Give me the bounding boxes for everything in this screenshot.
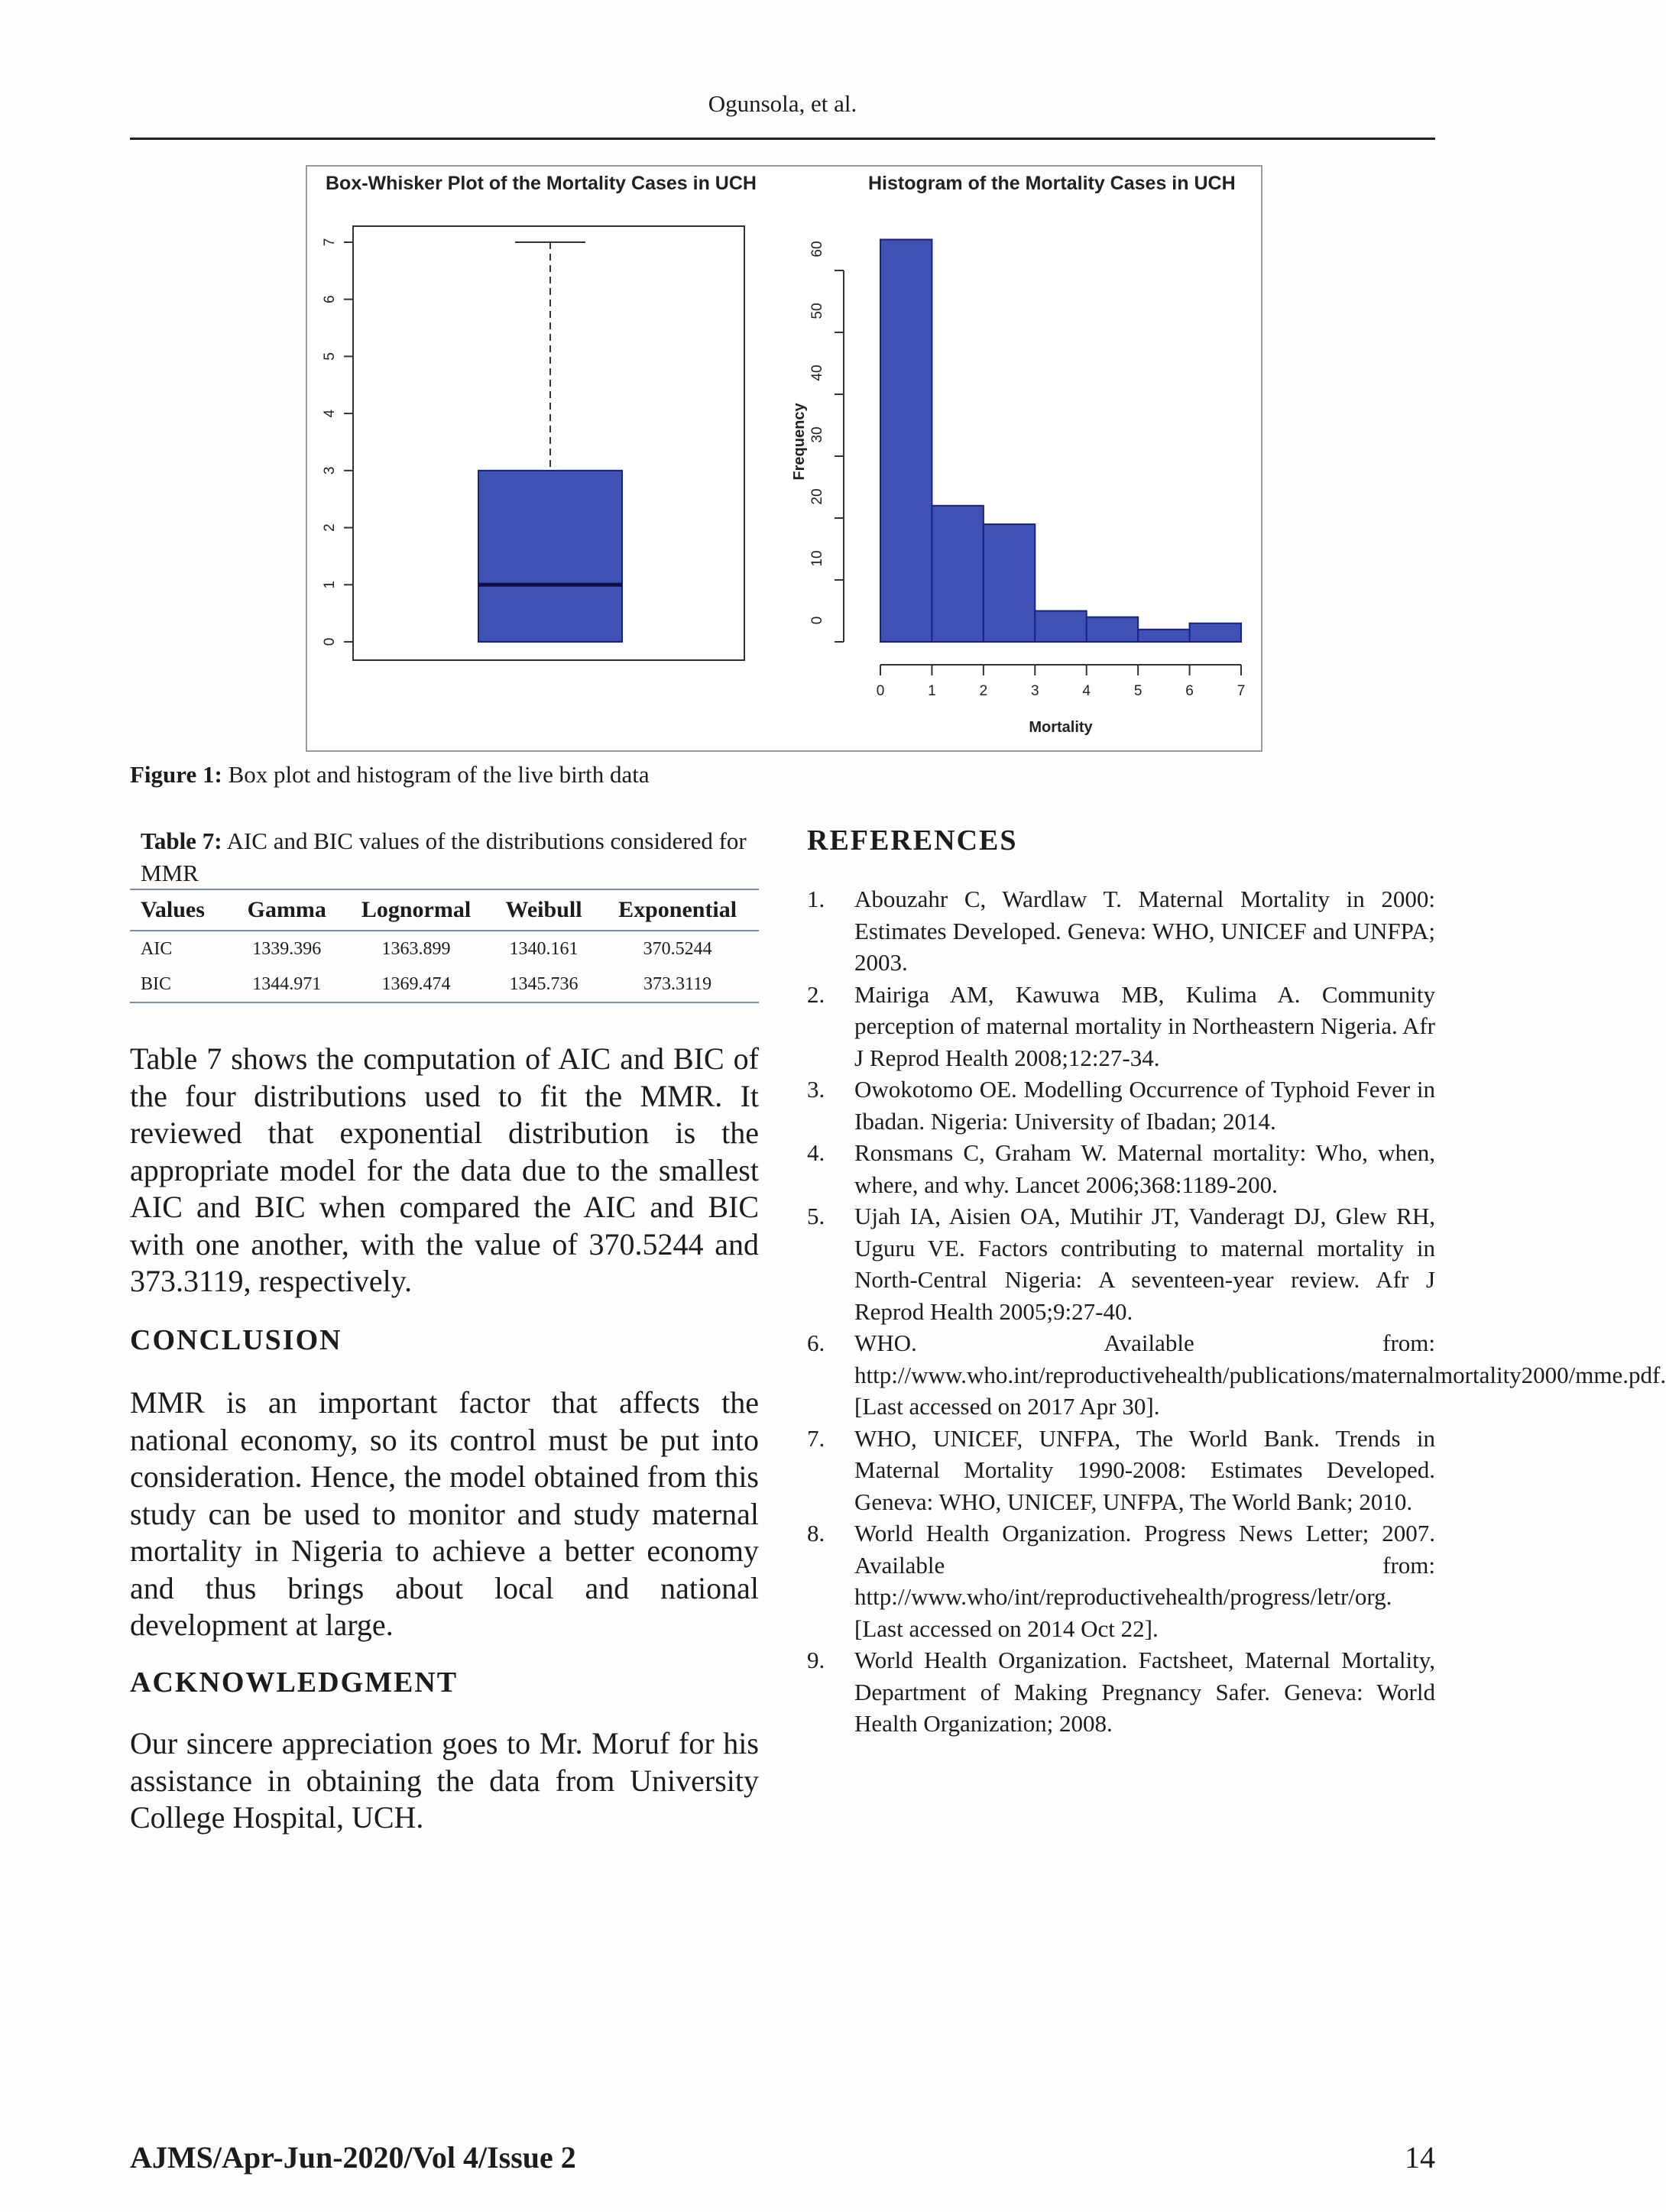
footer-journal: AJMS/Apr-Jun-2020/Vol 4/Issue 2 [130, 2140, 576, 2175]
histogram-bar [1138, 630, 1189, 642]
histogram-bar [932, 506, 983, 642]
reference-text: Mairiga AM, Kawuwa MB, Kulima A. Community perception of maternal mortality in Northeastern Nigeria. Afr J Reprod Health 2008;12:27-34. [854, 980, 1435, 1071]
table-7-caption-text: AIC and BIC values of the distributions considered for MMR [141, 827, 747, 886]
hist-y-tick-label: 30 [809, 426, 826, 443]
reference-item [807, 979, 1435, 1074]
histogram-bar [1087, 617, 1138, 642]
reference-text: WHO, UNICEF, UNFPA, The World Bank. Trends in Maternal Mortality 1990-2008: Estimates Developed. Geneva: WHO, UNICEF, UNFPA, The World Bank; 2010. [854, 1424, 1435, 1515]
reference-item [807, 1327, 1666, 1423]
box-y-tick-label: 6 [322, 295, 339, 304]
table-header-values: Values [130, 889, 232, 931]
hist-y-tick-label: 50 [809, 303, 826, 319]
reference-number: 4. [807, 1139, 825, 1166]
table-cell: BIC [130, 967, 232, 1002]
hist-x-tick-label: 6 [1185, 683, 1194, 699]
box-y-tick-label: 1 [322, 580, 339, 589]
hist-y-tick-label: 40 [809, 364, 826, 381]
reference-text: Ujah IA, Aisien OA, Mutihir JT, Vanderagt DJ, Glew RH, Uguru VE. Factors contributing to maternal mortality in North-Central Nigeria: A seventeen-year review. Afr J Reprod Health 2005;9:27-40. [854, 1203, 1435, 1325]
hist-x-tick-label: 0 [876, 683, 885, 699]
histogram-bar [1035, 611, 1086, 643]
header-rule [130, 138, 1435, 140]
hist-x-tick-label: 2 [979, 683, 988, 699]
hist-x-axis-label: Mortality [1029, 719, 1093, 736]
reference-item [807, 1644, 1435, 1740]
table-cell: 1339.396 [252, 938, 322, 959]
table-header-weibull: Weibull [491, 889, 596, 931]
reference-item [807, 883, 1435, 979]
reference-item [807, 1074, 1435, 1137]
hist-y-tick-label: 60 [809, 241, 826, 257]
table-7-caption [141, 825, 752, 889]
reference-text: WHO. Available from: http://www.who.int/reproductivehealth/publications/maternalmortality2000/mme.pdf. [Last accessed on 2017 Apr 30]. [854, 1329, 1666, 1420]
table-7-caption-label: Table 7: [141, 827, 222, 854]
histogram-title: Histogram of the Mortality Cases in UCH [868, 173, 1236, 194]
table-cell: 1340.161 [509, 938, 579, 959]
reference-text: World Health Organization. Progress News Letter; 2007. Available from: http://www.who/int/reproductivehealth/progress/letr/org. [Last accessed on 2014 Oct 22]. [854, 1520, 1435, 1642]
table-cell: 1344.971 [232, 967, 341, 1002]
reference-number: 7. [807, 1424, 825, 1452]
box-y-tick-label: 7 [322, 238, 339, 247]
reference-number: 9. [807, 1647, 825, 1673]
histogram-bar [984, 524, 1035, 642]
paragraph-text: MMR is an important factor that affects the national economy, so its control must be put into consideration. Hence, the model obtained from this study can be used to monitor and study maternal mortality in Nigeria to achieve a better economy and thus brings about local and national development at large. [130, 1385, 759, 1642]
acknowledgment-heading: ACKNOWLEDGMENT [130, 1666, 459, 1699]
paragraph-table-7-discussion [130, 1041, 759, 1300]
hist-x-tick-label: 5 [1133, 683, 1143, 699]
reference-number: 8. [807, 1520, 825, 1546]
table-cell: 1345.736 [491, 967, 596, 1002]
reference-number: 6. [807, 1329, 825, 1356]
box-y-tick-label: 5 [322, 352, 339, 361]
reference-text: Owokotomo OE. Modelling Occurrence of Typhoid Fever in Ibadan. Nigeria: University of Ibadan; 2014. [854, 1076, 1435, 1135]
references-heading: REFERENCES [807, 824, 1018, 857]
reference-number: 5. [807, 1203, 825, 1229]
hist-x-tick-label: 7 [1237, 683, 1246, 699]
hist-y-tick-label: 10 [809, 550, 826, 567]
table-header-lognormal: Lognormal [341, 889, 491, 931]
figure-1 [306, 165, 1262, 752]
reference-number: 1. [807, 886, 825, 912]
paragraph-text: Table 7 shows the computation of AIC and BIC of the four distributions used to fit the MMR. It reviewed that exponential distribution is the appropriate model for the data due to the smallest AIC and BIC when compared the AIC and BIC with one another, with the value of 370.5244 and 373.3119, respectively. [130, 1041, 759, 1298]
hist-x-tick-label: 4 [1082, 683, 1091, 699]
hist-x-tick-label: 3 [1030, 683, 1039, 699]
table-header-gamma: Gamma [232, 889, 341, 931]
reference-text: World Health Organization. Factsheet, Maternal Mortality, Department of Making Pregnancy Safer. Geneva: World Health Organization; 2008. [854, 1647, 1435, 1737]
table-cell: 373.3119 [596, 967, 759, 1002]
histogram-bar [880, 240, 932, 643]
reference-number: 3. [807, 1076, 825, 1103]
hist-y-tick-label: 0 [809, 616, 826, 625]
table-cell: 1363.899 [381, 938, 451, 959]
hist-y-axis-label: Frequency [791, 403, 808, 481]
box-y-tick-label: 0 [322, 637, 339, 646]
running-head: Ogunsola, et al. [708, 90, 857, 117]
reference-item [807, 1200, 1435, 1327]
reference-number: 2. [807, 980, 825, 1008]
hist-y-tick-label: 20 [809, 488, 826, 505]
histogram-bar [1190, 623, 1241, 642]
figure-1-charts [307, 167, 1261, 750]
table-row-bic [130, 967, 759, 1002]
references-list [807, 883, 1666, 1740]
reference-text: Ronsmans C, Graham W. Maternal mortality: Who, when, where, and why. Lancet 2006;368:1189-200. [854, 1139, 1435, 1198]
box-iqr-box [478, 471, 622, 642]
table-cell: 370.5244 [643, 938, 712, 959]
conclusion-heading: CONCLUSION [130, 1324, 342, 1356]
table-7 [130, 889, 759, 1003]
figure-caption-label: Figure 1: [130, 761, 222, 788]
box-y-tick-label: 3 [322, 466, 339, 475]
reference-item [807, 1137, 1435, 1200]
table-header-row [130, 889, 759, 931]
paragraph-acknowledgment [130, 1725, 759, 1837]
reference-text: Abouzahr C, Wardlaw T. Maternal Mortality in 2000: Estimates Developed. Geneva: WHO, UNICEF and UNFPA; 2003. [854, 886, 1435, 976]
reference-item [807, 1517, 1435, 1644]
box-y-tick-label: 4 [322, 409, 339, 418]
footer-page-number: 14 [1405, 2140, 1435, 2175]
table-header-exponential: Exponential [596, 889, 759, 931]
reference-item [807, 1423, 1435, 1518]
table-cell: 1369.474 [341, 967, 491, 1002]
figure-caption [130, 761, 650, 789]
box-plot-title: Box-Whisker Plot of the Mortality Cases in UCH [326, 173, 757, 194]
table-cell: AIC [141, 938, 173, 959]
box-y-tick-label: 2 [322, 523, 339, 532]
hist-x-tick-label: 1 [928, 683, 936, 699]
table-row-aic [130, 931, 759, 967]
paragraph-conclusion [130, 1385, 759, 1644]
paragraph-text: Our sincere appreciation goes to Mr. Moruf for his assistance in obtaining the data from University College Hospital, UCH. [130, 1726, 759, 1835]
figure-caption-text: Box plot and histogram of the live birth data [222, 761, 650, 788]
